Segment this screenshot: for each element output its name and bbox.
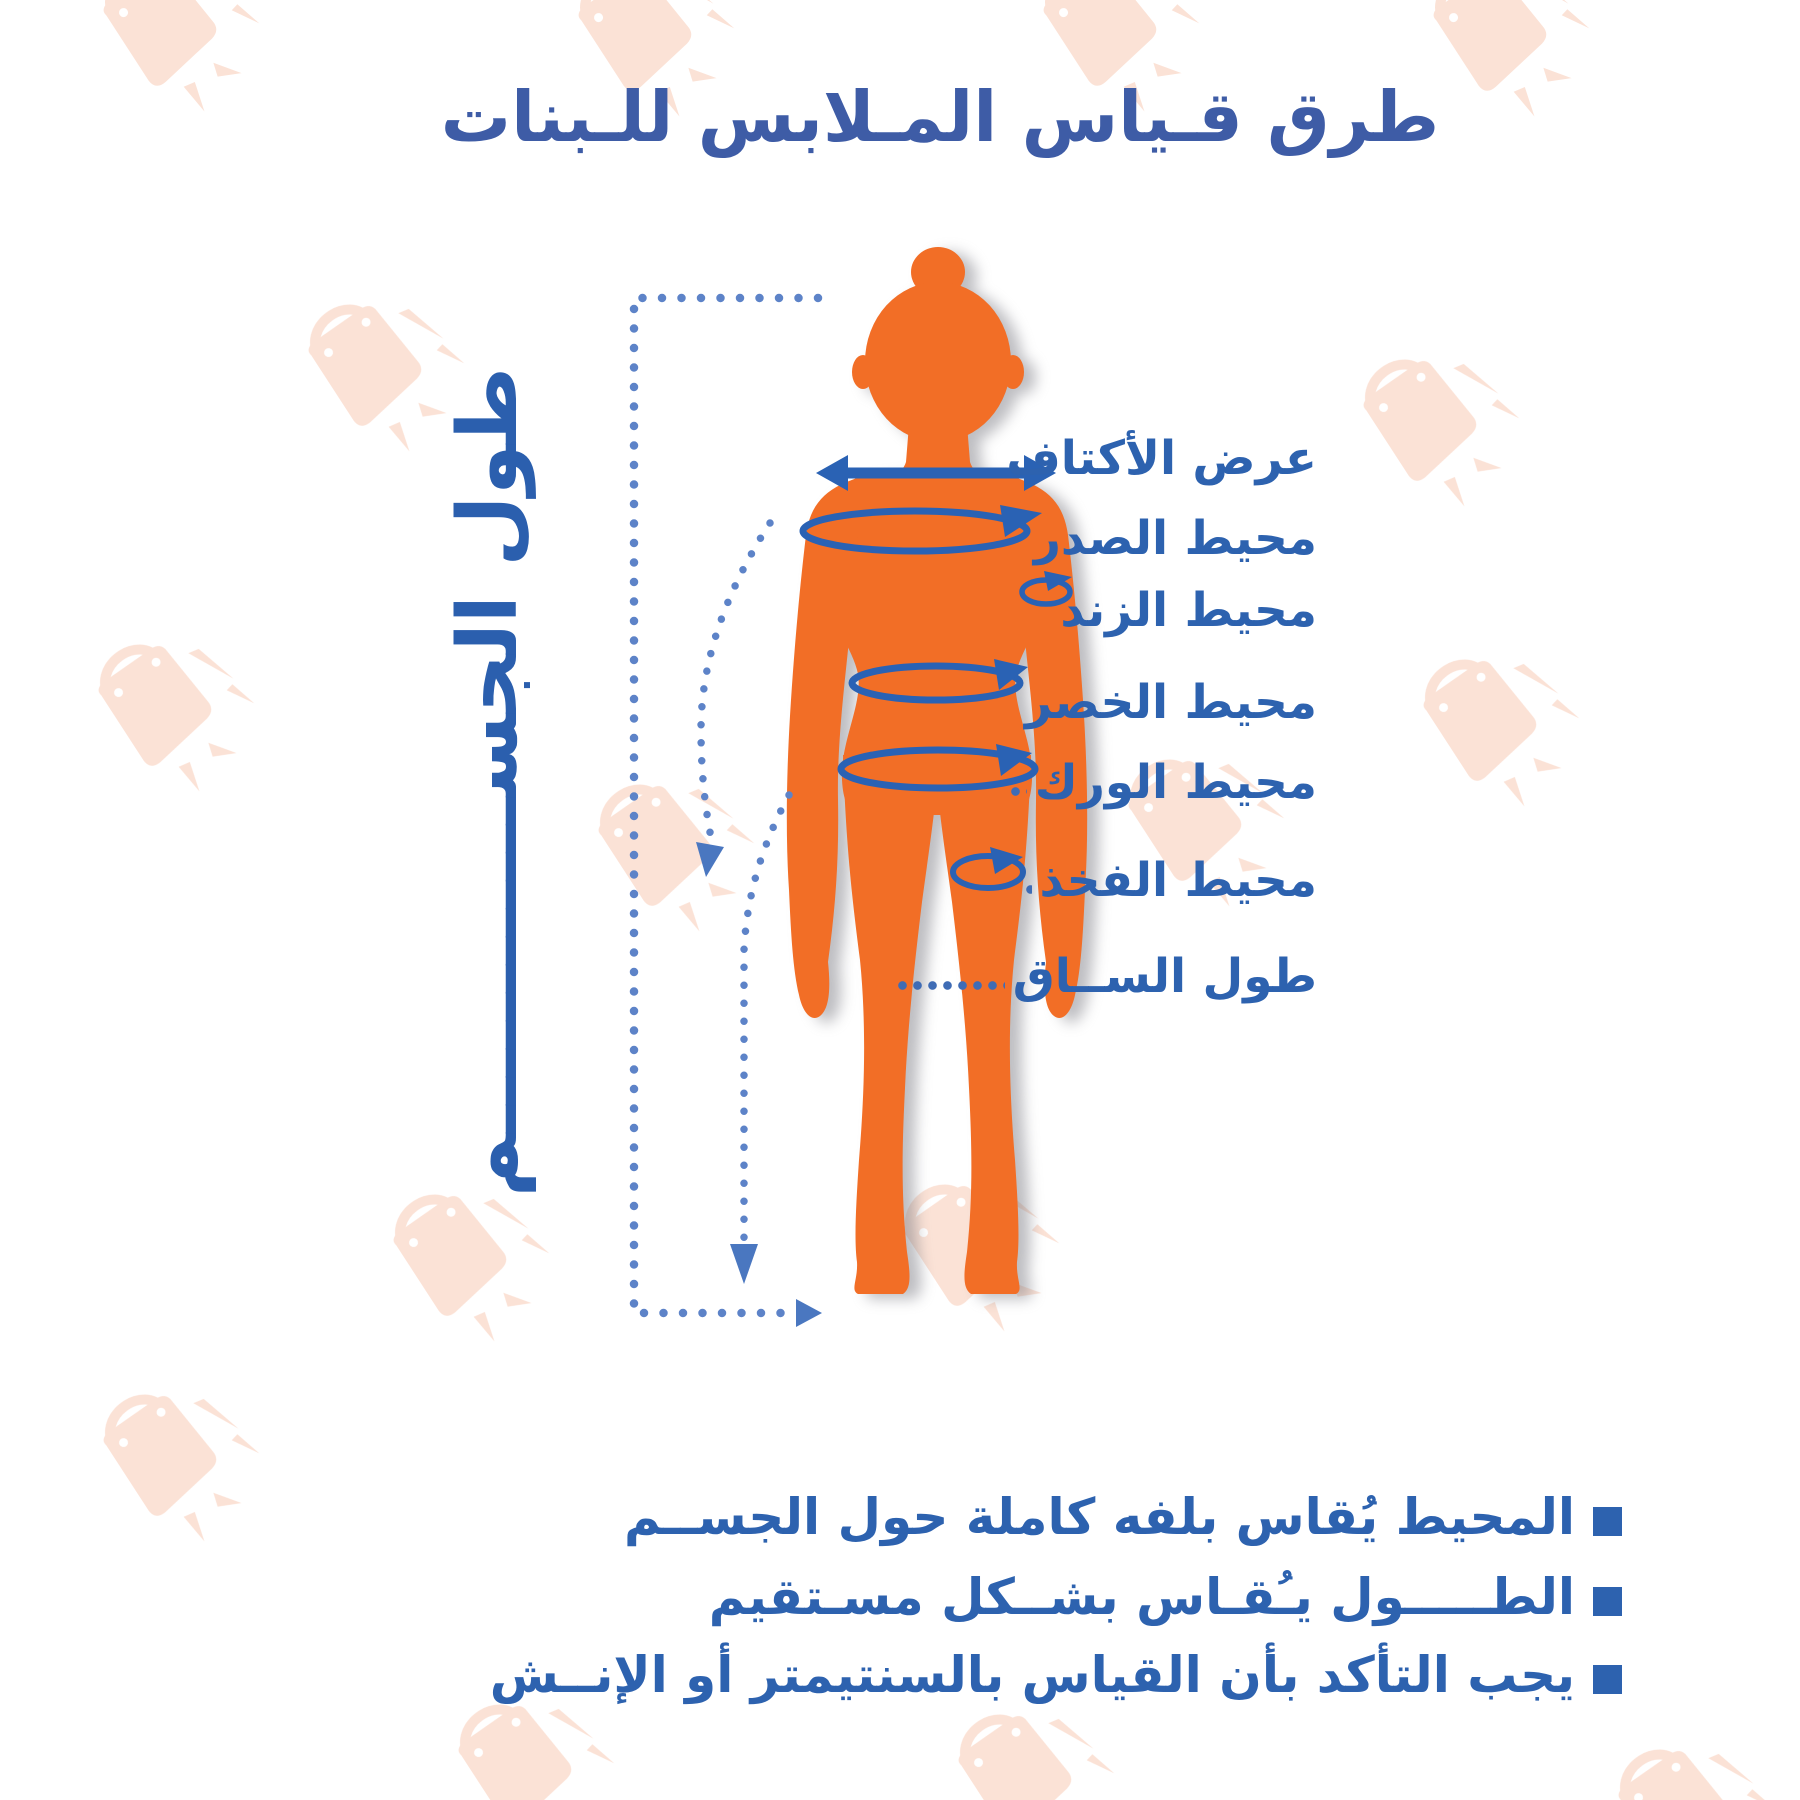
- measurement-waist: [1014, 669, 1317, 735]
- square-bullet-icon: [1593, 1507, 1622, 1536]
- measurement-label: محيط الزند: [1060, 582, 1317, 638]
- page-title: طرق قـياس المـلابس للـبنات: [440, 76, 1440, 158]
- measurement-label: محيط الصدر: [1033, 510, 1317, 566]
- measurement-chest: [1033, 505, 1317, 571]
- measurement-hip: [1006, 749, 1317, 815]
- dotted-leader: [1023, 885, 1032, 894]
- body-length-label: طول الجســــــــــــم: [440, 366, 536, 1198]
- square-bullet-icon: [1593, 1587, 1622, 1616]
- measurement-forearm: [1060, 577, 1317, 643]
- dotted-leader: [895, 981, 1005, 990]
- note-circumference: المحيط يُقاس بلفه كاملة حول الجســم: [624, 1486, 1622, 1550]
- bracket-arrow-right: [796, 1299, 822, 1327]
- note-units: يجب التأكد بأن القياس بالسنتيمتر أو الإنــش: [490, 1644, 1622, 1708]
- dotted-leader: [1008, 787, 1027, 796]
- measurement-leg-length: [893, 943, 1317, 1009]
- leg-arc-arrowhead: [730, 1244, 758, 1284]
- note-length: الطـــــول يـُقـاس بشــكل مسـتقيم: [709, 1566, 1622, 1630]
- measurement-shoulder-width: [1006, 425, 1317, 491]
- measurement-label: محيط الخصر: [1024, 674, 1317, 730]
- measurement-label: عرض الأكتاف: [1006, 430, 1317, 486]
- measurement-label: طول الســاق: [1012, 948, 1317, 1004]
- leg-length-arc: [744, 795, 789, 1240]
- torso-length-arc: [701, 523, 770, 843]
- square-bullet-icon: [1593, 1665, 1622, 1694]
- measurement-thigh: [1021, 847, 1317, 913]
- measurement-label: محيط الفخذ: [1039, 852, 1317, 908]
- measurement-label: محيط الورك: [1034, 754, 1317, 810]
- dotted-leader: [1016, 707, 1017, 716]
